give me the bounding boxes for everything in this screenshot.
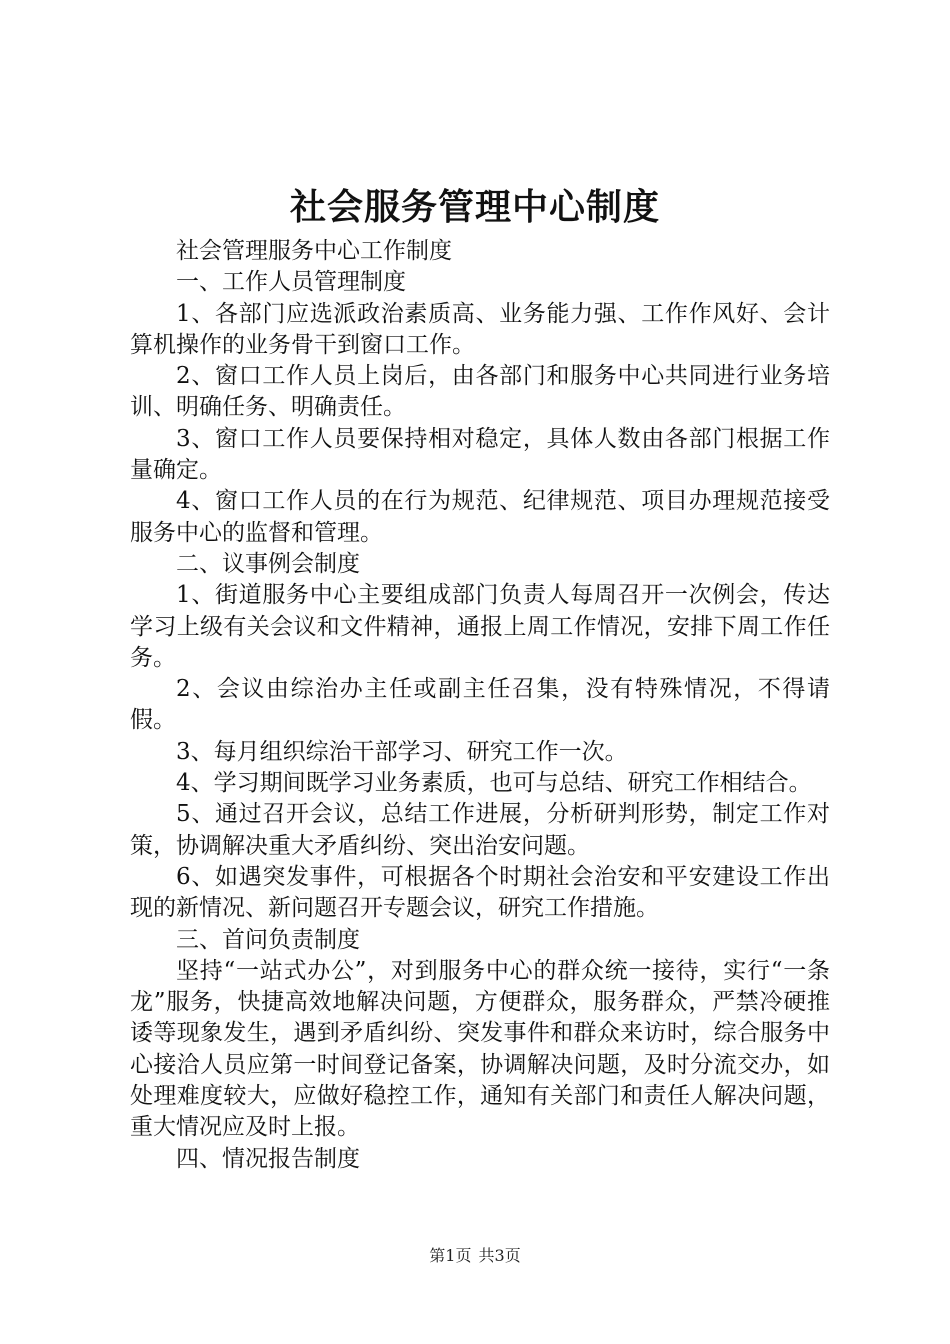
page-footer [0, 1244, 950, 1268]
paragraph: 社会管理服务中心工作制度 [176, 238, 452, 264]
paragraph: 坚持“一站式办公”，对到服务中心的群众统一接待，实行“一条龙”服务，快捷高效地解决问题，方便群众，服务群众，严禁冷硬推诿等现象发生，遇到矛盾纠纷、突发事件和群众来访时，综合服务中心接洽人员应第一时间登记备案，协调解决问题，及时分流交办，如处理难度较大，应做好稳控工作，通知有关部门和责任人解决问题，重大情况应及时上报。 [130, 957, 830, 1141]
paragraph: 2、会议由综治办主任或副主任召集，没有特殊情况，不得请假。 [130, 676, 830, 734]
document-body [130, 236, 830, 1175]
paragraph: 1、各部门应选派政治素质高、业务能力强、工作作风好、会计算机操作的业务骨干到窗口工作。 [130, 300, 830, 358]
section-heading: 二、议事例会制度 [176, 550, 360, 577]
section-heading: 三、首问负责制度 [176, 926, 360, 953]
paragraph: 4、窗口工作人员的在行为规范、纪律规范、项目办理规范接受服务中心的监督和管理。 [130, 488, 830, 546]
page-number: 第1页 [429, 1246, 472, 1265]
section-heading: 一、工作人员管理制度 [176, 269, 406, 296]
paragraph: 6、如遇突发事件，可根据各个时期社会治安和平安建设工作出现的新情况、新问题召开专题会议，研究工作措施。 [130, 863, 830, 922]
page-total: 共3页 [478, 1246, 521, 1265]
paragraph: 3、窗口工作人员要保持相对稳定，具体人数由各部门根据工作量确定。 [130, 425, 830, 484]
paragraph: 4、学习期间既学习业务素质，也可与总结、研究工作相结合。 [176, 770, 812, 797]
paragraph: 5、通过召开会议，总结工作进展，分析研判形势，制定工作对策，协调解决重大矛盾纠纷、突出治安问题。 [130, 801, 830, 859]
section-heading: 四、情况报告制度 [176, 1145, 360, 1172]
paragraph: 3、每月组织综治干部学习、研究工作一次。 [176, 738, 628, 765]
document-title: 社会服务管理中心制度 [289, 187, 660, 228]
paragraph: 2、窗口工作人员上岗后，由各部门和服务中心共同进行业务培训、明确任务、明确责任。 [130, 363, 830, 421]
paragraph: 1、街道服务中心主要组成部门负责人每周召开一次例会，传达学习上级有关会议和文件精神，通报上周工作情况，安排下周工作任务。 [130, 582, 830, 671]
